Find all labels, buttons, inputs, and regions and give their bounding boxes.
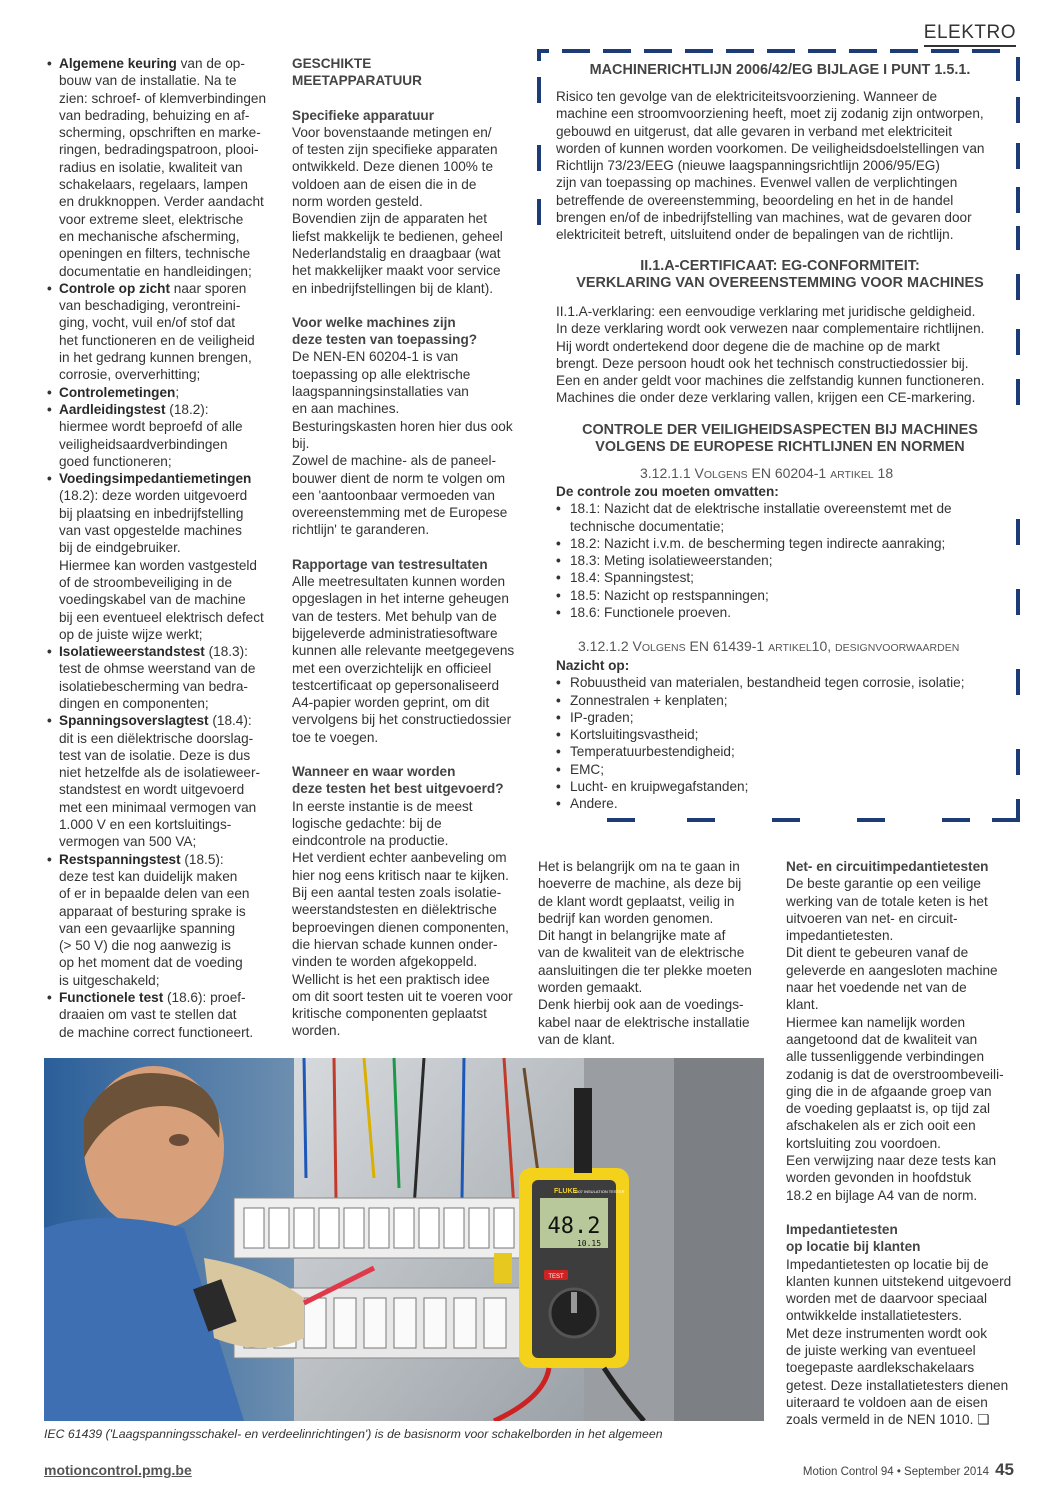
text-line: Wellicht is het een praktisch idee bbox=[292, 971, 490, 987]
list-item: • Temperatuurbestendigheid; bbox=[556, 743, 1006, 760]
text-line: Machines die onder deze verklaring vallen, krijgen een CE-markering. bbox=[556, 390, 976, 406]
photo-illustration bbox=[44, 1058, 764, 1421]
text-line: die hiervan schade kunnen onder- bbox=[292, 936, 498, 952]
text-line: Dit hangt in belangrijke mate af bbox=[538, 928, 726, 944]
text-line: testcertificaat op gepersonaliseerd bbox=[292, 677, 500, 693]
text-line: worden gevonden in hoofdstuk bbox=[786, 1170, 972, 1186]
bullet-text: deze test kan duidelijk maken bbox=[59, 868, 238, 884]
bullet-text: bij de eindgebruiker. bbox=[59, 540, 181, 556]
bullet-text: hiermee wordt beproefd of alle bbox=[59, 419, 243, 435]
text-line: Denk hierbij ook aan de voedings- bbox=[538, 997, 744, 1013]
text-line: zodanig is dat de overstroombeveili- bbox=[786, 1066, 1004, 1082]
text-line: toegepaste aardlekschakelaars bbox=[786, 1360, 975, 1376]
text-line: worden gemaakt. bbox=[538, 980, 643, 996]
box-paragraph bbox=[556, 303, 1006, 407]
bullet-text: voor extreme sleet, elektrische bbox=[59, 211, 244, 227]
text-line: getest. Deze installatietesters dienen bbox=[786, 1377, 1009, 1393]
bullet-item bbox=[47, 712, 269, 729]
text-line: Een en ander geldt voor machines die zelfstandig kunnen functioneren. bbox=[556, 373, 985, 389]
text-line: toepassing op alle elektrische bbox=[292, 366, 471, 382]
bullet-text: naar sporen bbox=[170, 280, 247, 296]
box-title: CONTROLE DER VEILIGHEIDSASPECTEN BIJ MACHINES bbox=[582, 422, 978, 438]
bullet-text: de machine correct functioneert. bbox=[59, 1024, 254, 1040]
text-line: Hiermee kan namelijk worden bbox=[786, 1014, 966, 1030]
bullet-text: schakelaars, regelaars, lampen bbox=[59, 177, 248, 193]
article-heading: 3.12.1.1 VOLGENS EN 60204-1 ARTIKEL 18 bbox=[640, 465, 894, 481]
bullet-text: (18.6): proef- bbox=[163, 990, 246, 1006]
meter-reading: 48.2 bbox=[547, 1214, 601, 1239]
text-line: kunnen alle relevante meetgegevens bbox=[292, 643, 515, 659]
subheading: Specifieke apparatuur bbox=[292, 107, 435, 123]
bullet-term: Controle op zicht bbox=[59, 280, 171, 296]
text-line: De NEN-EN 60204-1 is van bbox=[292, 349, 459, 365]
text-line: impedantietesten. bbox=[786, 928, 894, 944]
text-line: ontwikkelde installatietesters. bbox=[786, 1308, 963, 1324]
section-title: MEETAPPARATUUR bbox=[292, 73, 422, 89]
bullet-text: van een gevaarlijke spanning bbox=[59, 920, 236, 936]
bullet-text: standstest en wordt uitgevoerd bbox=[59, 782, 245, 798]
bullet-text: documentatie en handleidingen; bbox=[59, 263, 252, 279]
bullet-text: isolatiebescherming van bedra- bbox=[59, 678, 248, 694]
text-line: aansluitingen die ter plekke moeten bbox=[538, 962, 752, 978]
text-line: ging die in de afgaande groep van bbox=[786, 1083, 992, 1099]
subheading: Voor welke machines zijn bbox=[292, 314, 456, 330]
text-line: bij. bbox=[292, 435, 310, 451]
list-item: • Zonnestralen + kenplaten; bbox=[556, 692, 1006, 709]
text-line: Besturingskasten horen hier dus ook bbox=[292, 418, 513, 434]
text-line: De beste garantie op een veilige bbox=[786, 876, 981, 892]
column-1 bbox=[47, 55, 269, 1041]
text-line: ontwikkeld. Deze dienen 100% te bbox=[292, 159, 494, 175]
text-line: richtlijn' te garanderen. bbox=[292, 522, 430, 538]
text-line: Impedantietesten op locatie bij de bbox=[786, 1256, 989, 1272]
text-line: Het verdient echter aanbeveling om bbox=[292, 850, 507, 866]
bullet-term: Restspanningstest bbox=[59, 851, 181, 867]
bullet-term: Algemene keuring bbox=[59, 56, 177, 71]
bullet-text: 1.000 V en een kortsluitings- bbox=[59, 817, 232, 833]
bullet-term: Aardleidingstest bbox=[59, 401, 166, 417]
list-item: • IP-graden; bbox=[556, 709, 1006, 726]
bullet-text: van beschadiging, verontreini- bbox=[59, 298, 241, 314]
bullet-text: (18.5): bbox=[180, 851, 224, 867]
text-line: laagspanningsinstallaties van bbox=[292, 384, 469, 400]
text-line: de voeding geplaatst is, op tijd zal bbox=[786, 1101, 991, 1117]
text-line: van de testers. Met behulp van de bbox=[292, 608, 497, 624]
subheading: Rapportage van testresultaten bbox=[292, 556, 488, 572]
text-line: met een overzichtelijk en officieel bbox=[292, 660, 492, 676]
text-line: bedrijf kan worden genomen. bbox=[538, 910, 714, 926]
bullet-term: Spanningsoverslagtest bbox=[59, 713, 209, 729]
meter-test-label: TEST bbox=[548, 1274, 564, 1280]
bullet-term: Voedingsimpedantiemetingen bbox=[59, 471, 252, 487]
paragraph bbox=[786, 875, 1016, 1204]
text-line: Een verwijzing naar deze tests kan bbox=[786, 1153, 997, 1169]
text-line: Bij een aantal testen zoals isolatie- bbox=[292, 885, 502, 901]
bullet-text: openingen en filters, technische bbox=[59, 246, 251, 262]
meter-small-reading: 10.15 bbox=[576, 1239, 602, 1248]
bullet-text: van bedrading, behuizing en af- bbox=[59, 107, 250, 123]
meter-model: 1507 INSULATION TESTER bbox=[574, 1189, 625, 1194]
text-line: en aan machines. bbox=[292, 401, 400, 417]
text-line: een 'aantoonbaar vermoeden van bbox=[292, 487, 495, 503]
text-line: hier nog eens kritisch naar te kijken. bbox=[292, 867, 509, 883]
bullet-text: draaien om vast te stellen dat bbox=[59, 1007, 237, 1023]
text-line: naar het voedende net van de bbox=[786, 980, 967, 996]
paragraph bbox=[292, 573, 522, 746]
box-paragraph bbox=[556, 88, 1006, 244]
text-line: geleverde en aangesloten machine bbox=[786, 962, 998, 978]
bullet-text: ging, vocht, vuil en/of stof dat bbox=[59, 315, 236, 331]
box-title: II.1.A-CERTIFICAAT: EG-CONFORMITEIT: bbox=[640, 258, 920, 274]
list-item-continuation: technische documentatie; bbox=[570, 518, 725, 534]
article-list bbox=[556, 483, 1006, 621]
bullet-item bbox=[47, 989, 269, 1006]
text-line: Dit dient te gebeuren vanaf de bbox=[786, 945, 969, 961]
text-line: elektriciteit betreft, uitsluitend onder de bepalingen van de richtlijn. bbox=[556, 227, 954, 243]
list-item: • 18.1: Nazicht dat de elektrische installatie overeenstemt met de bbox=[556, 500, 1006, 517]
text-line: de juiste werking van eventueel bbox=[786, 1343, 976, 1359]
bullet-text: ringen, bedradingspatroon, plooi- bbox=[59, 142, 259, 158]
bullet-text: Hiermee kan worden vastgesteld bbox=[59, 557, 257, 573]
bullet-text: en mechanische afscherming, bbox=[59, 228, 240, 244]
text-line: Alle meetresultaten kunnen worden bbox=[292, 574, 506, 590]
bullet-text: op het moment dat de voeding bbox=[59, 955, 243, 971]
text-line: kabel naar de elektrische installatie bbox=[538, 1014, 750, 1030]
bullet-item bbox=[47, 280, 269, 297]
column-4 bbox=[786, 858, 1016, 1429]
bullet-text: of de stroombeveiliging in de bbox=[59, 574, 233, 590]
bullet-text: met een minimaal vermogen van bbox=[59, 799, 257, 815]
bullet-text: bij een eventueel elektrisch defect bbox=[59, 609, 264, 625]
list-lead: De controle zou moeten omvatten: bbox=[556, 484, 779, 499]
subheading: op locatie bij klanten bbox=[786, 1239, 921, 1255]
paragraph bbox=[292, 348, 522, 538]
list-item: • 18.4: Spanningstest; bbox=[556, 569, 1006, 586]
text-line: norm worden gesteld. bbox=[292, 194, 423, 210]
text-line: klanten kunnen uitstekend uitgevoerd bbox=[786, 1273, 1012, 1289]
list-item: • Kortsluitingsvastheid; bbox=[556, 726, 1006, 743]
text-line: gebouwd en uitgerust, dat alle gevaren in verband met elektriciteit bbox=[556, 123, 952, 139]
bullet-term: Isolatieweerstandstest bbox=[59, 644, 205, 660]
text-line: voldoen aan de eisen die in de bbox=[292, 176, 477, 192]
text-line: hoeverre de machine, als deze bij bbox=[538, 876, 742, 892]
text-line: beproevingen dienen componenten, bbox=[292, 919, 509, 935]
column-3 bbox=[538, 858, 770, 1048]
bullet-text: op de juiste wijze werkt; bbox=[59, 626, 203, 642]
text-line: zijn van toepassing op machines. Evenwel vallen de verplichtingen bbox=[556, 175, 958, 191]
list-lead: Nazicht op: bbox=[556, 658, 630, 673]
meter-brand: FLUKE bbox=[554, 1188, 578, 1195]
bullet-text: (18.3): bbox=[204, 644, 248, 660]
paragraph bbox=[786, 1256, 1016, 1429]
list-item: • 18.2: Nazicht i.v.m. de bescherming tegen indirecte aanraking; bbox=[556, 535, 1006, 552]
text-line: aangetoond dat de kwaliteit van bbox=[786, 1031, 978, 1047]
bullet-term: Functionele test bbox=[59, 990, 164, 1006]
bullet-text: of er in bepaalde delen van een bbox=[59, 886, 250, 902]
text-line: Het is belangrijk om na te gaan in bbox=[538, 859, 740, 874]
end-mark-icon: ❏ bbox=[973, 1412, 990, 1428]
bullet-text: dingen en componenten; bbox=[59, 695, 209, 711]
text-line: van de kwaliteit van de elektrische bbox=[538, 945, 745, 961]
text-line: alle tussenliggende verbindingen bbox=[786, 1049, 985, 1065]
list-item: • 18.6: Functionele proeven. bbox=[556, 604, 1006, 621]
text-line: bouwer dient de norm te volgen om bbox=[292, 470, 506, 486]
text-line: zoals vermeld in de NEN 1010. ❏ bbox=[786, 1412, 990, 1428]
bullet-text: dit is een diëlektrische doorslag- bbox=[59, 730, 254, 746]
text-line: Zowel de machine- als de paneel- bbox=[292, 453, 497, 469]
bullet-text: (18.2): deze worden uitgevoerd bbox=[59, 488, 248, 504]
bullet-item bbox=[47, 643, 269, 660]
bullet-text: (> 50 V) die nog aanwezig is bbox=[59, 938, 231, 954]
text-line: brengen en/of de inbedrijfstelling van machines, wat de gevaren door bbox=[556, 210, 972, 226]
list-item: • Robuustheid van materialen, bestandheid tegen corrosie, isolatie; bbox=[556, 674, 1006, 691]
subheading: Net- en circuitimpedantietesten bbox=[786, 859, 989, 874]
bullet-text: goed functioneren; bbox=[59, 453, 172, 469]
bullet-text: in het gedrang kunnen brengen, bbox=[59, 350, 252, 366]
text-line: afschakelen als er zich ooit een bbox=[786, 1118, 976, 1134]
list-item: • EMC; bbox=[556, 761, 1006, 778]
bullet-text: test de ohmse weerstand van de bbox=[59, 661, 256, 677]
box-title: MACHINERICHTLIJN 2006/42/EG BIJLAGE I PUNT 1.5.1. bbox=[589, 62, 971, 78]
subheading: deze testen het best uitgevoerd? bbox=[292, 781, 504, 797]
text-line: opgeslagen in het interne geheugen bbox=[292, 591, 509, 607]
subheading: deze testen van toepassing? bbox=[292, 332, 478, 348]
list-item: • 18.5: Nazicht op restspanningen; bbox=[556, 587, 1006, 604]
text-line: werking van de totale keten is het bbox=[786, 893, 988, 909]
article-list bbox=[556, 657, 1006, 813]
text-line: klant. bbox=[786, 997, 819, 1013]
text-line: om dit soort testen uit te voeren voor bbox=[292, 988, 513, 1004]
footer-url[interactable]: motioncontrol.pmg.be bbox=[44, 1462, 192, 1478]
list-item: • 18.3: Meting isolatieweerstanden; bbox=[556, 552, 1006, 569]
text-line: vinden te worden afgekoppeld. bbox=[292, 954, 478, 970]
text-line: brengt. Deze persoon houdt ook het technisch constructiedossier bij. bbox=[556, 355, 969, 371]
bullet-text: is uitgeschakeld; bbox=[59, 972, 160, 988]
magazine-issue: Motion Control 94 • September 2014 bbox=[802, 1466, 990, 1478]
text-line: Voor bovenstaande metingen en/ bbox=[292, 124, 492, 140]
bullet-text: (18.2): bbox=[165, 401, 209, 417]
bullet-item bbox=[47, 384, 269, 401]
text-line: logische gedachte: bij de bbox=[292, 815, 442, 831]
box-title: VOLGENS DE EUROPESE RICHTLIJNEN EN NORMEN bbox=[595, 439, 965, 455]
photo-caption: IEC 61439 ('Laagspanningsschakel- en verdeelinrichtingen') is de basisnorm voor schakelborden in het algemeen bbox=[44, 1427, 663, 1441]
footer-info bbox=[803, 1460, 1014, 1480]
section-label: ELEKTRO bbox=[924, 22, 1016, 47]
text-line: Nederlandstalig en draagbaar (wat bbox=[292, 245, 501, 261]
text-line: 18.2 en bijlage A4 van de norm. bbox=[786, 1187, 978, 1203]
bullet-text: corrosie, oververhitting; bbox=[59, 367, 201, 383]
bullet-text: ; bbox=[175, 384, 180, 400]
subheading: Impedantietesten bbox=[786, 1221, 898, 1237]
bullet-text: vermogen van 500 VA; bbox=[59, 834, 197, 850]
subheading: Wanneer en waar worden bbox=[292, 763, 456, 779]
text-line: van de klant. bbox=[538, 1031, 616, 1047]
text-line: A4-papier worden geprint, om dit bbox=[292, 695, 490, 711]
text-line: worden. bbox=[292, 1023, 341, 1039]
bullet-text: en drukknoppen. Verder aandacht bbox=[59, 194, 264, 210]
section-title: GESCHIKTE bbox=[292, 56, 372, 71]
list-item: • Lucht- en kruipwegafstanden; bbox=[556, 778, 1006, 795]
box-title: VERKLARING VAN OVEREENSTEMMING VOOR MACHINES bbox=[576, 275, 984, 291]
text-line: overeenstemming met de Europese bbox=[292, 505, 508, 521]
list-item: • Andere. bbox=[556, 795, 1006, 812]
text-line: Hij wordt ondertekend door degene die de machine op de markt bbox=[556, 338, 940, 354]
bullet-text: apparaat of besturing sprake is bbox=[59, 903, 246, 919]
bullet-text: test van de isolatie. Deze is dus bbox=[59, 747, 251, 763]
bullet-item bbox=[47, 401, 269, 418]
text-line: of testen zijn specifieke apparaten bbox=[292, 142, 498, 158]
text-line: betreffende de overeenstemming, beoordeling en het in de handel bbox=[556, 192, 954, 208]
text-line: toe te voegen. bbox=[292, 729, 379, 745]
bullet-text: bouw van de installatie. Na te bbox=[59, 73, 237, 89]
text-line: In eerste instantie is de meest bbox=[292, 798, 473, 814]
text-line: Risico ten gevolge van de elektriciteitsvoorziening. Wanneer de bbox=[556, 89, 938, 104]
article-heading: 3.12.1.2 VOLGENS EN 61439-1 ARTIKEL10, DESIGNVOORWAARDEN bbox=[578, 638, 960, 654]
text-line: uiteraard te voldoen aan de eisen bbox=[786, 1394, 988, 1410]
text-line: vervolgens bij het constructiedossier bbox=[292, 712, 512, 728]
text-line: Met deze instrumenten wordt ook bbox=[786, 1325, 987, 1341]
page-number: 45 bbox=[995, 1460, 1014, 1479]
bullet-text: radius en isolatie, kwaliteit van bbox=[59, 159, 243, 175]
text-line: het makkelijker maakt voor service bbox=[292, 263, 501, 279]
text-line: In deze verklaring wordt ook verwezen naar complementaire richtlijnen. bbox=[556, 321, 985, 337]
text-line: weerstandstesten en diëlektrische bbox=[292, 902, 497, 918]
text-line: Richtlijn 73/23/EEG (nieuwe laagspanningsrichtlijn 2006/95/EG) bbox=[556, 158, 940, 174]
bullet-text: scherming, opschriften en marke- bbox=[59, 125, 261, 141]
text-line: kritische componenten geplaatst bbox=[292, 1006, 487, 1022]
bullet-text: het functioneren en de veiligheid bbox=[59, 332, 255, 348]
bullet-text: veiligheidsaardverbindingen bbox=[59, 436, 228, 452]
photo-technician-testing bbox=[44, 1058, 764, 1421]
paragraph bbox=[292, 798, 522, 1040]
bullet-term: Controlemetingen bbox=[59, 384, 176, 400]
bullet-text: niet hetzelfde als de isolatieweer- bbox=[59, 765, 260, 781]
text-line: kortsluiting zou voordoen. bbox=[786, 1135, 941, 1151]
text-line: eindcontrole na productie. bbox=[292, 833, 449, 849]
paragraph bbox=[292, 124, 522, 297]
column-2 bbox=[292, 55, 522, 1040]
text-line: liefst makkelijk te bedienen, geheel bbox=[292, 228, 503, 244]
bullet-item bbox=[47, 55, 269, 72]
bullet-item bbox=[47, 851, 269, 868]
text-line: machine een stroomvoorziening heeft, moet zij zodanig zijn ontworpen, bbox=[556, 106, 984, 122]
bullet-text: van vast opgestelde machines bbox=[59, 523, 242, 539]
text-line: uitvoeren van net- en circuit- bbox=[786, 910, 958, 926]
bullet-text: bij plaatsing en inbedrijfstelling bbox=[59, 505, 244, 521]
text-line: en inbedrijfstellingen bij de klant). bbox=[292, 280, 494, 296]
bullet-text: zien: schroef- of klemverbindingen bbox=[59, 90, 267, 106]
text-line: de klant wordt geplaatst, veilig in bbox=[538, 893, 735, 909]
bullet-text: voedingskabel van de machine bbox=[59, 592, 246, 608]
text-line: II.1.A-verklaring: een eenvoudige verklaring met juridische geldigheid. bbox=[556, 304, 976, 319]
text-line: bijgeleverde administratiesoftware bbox=[292, 625, 498, 641]
bullet-item bbox=[47, 470, 269, 487]
text-line: Bovendien zijn de apparaten het bbox=[292, 211, 487, 227]
bullet-text: (18.4): bbox=[208, 713, 252, 729]
text-line: worden met de daarvoor speciaal bbox=[786, 1291, 987, 1307]
text-line: worden of kunnen worden voorkomen. De veiligheidsdoelstellingen van bbox=[556, 140, 985, 156]
bullet-text: van de op- bbox=[176, 56, 245, 71]
